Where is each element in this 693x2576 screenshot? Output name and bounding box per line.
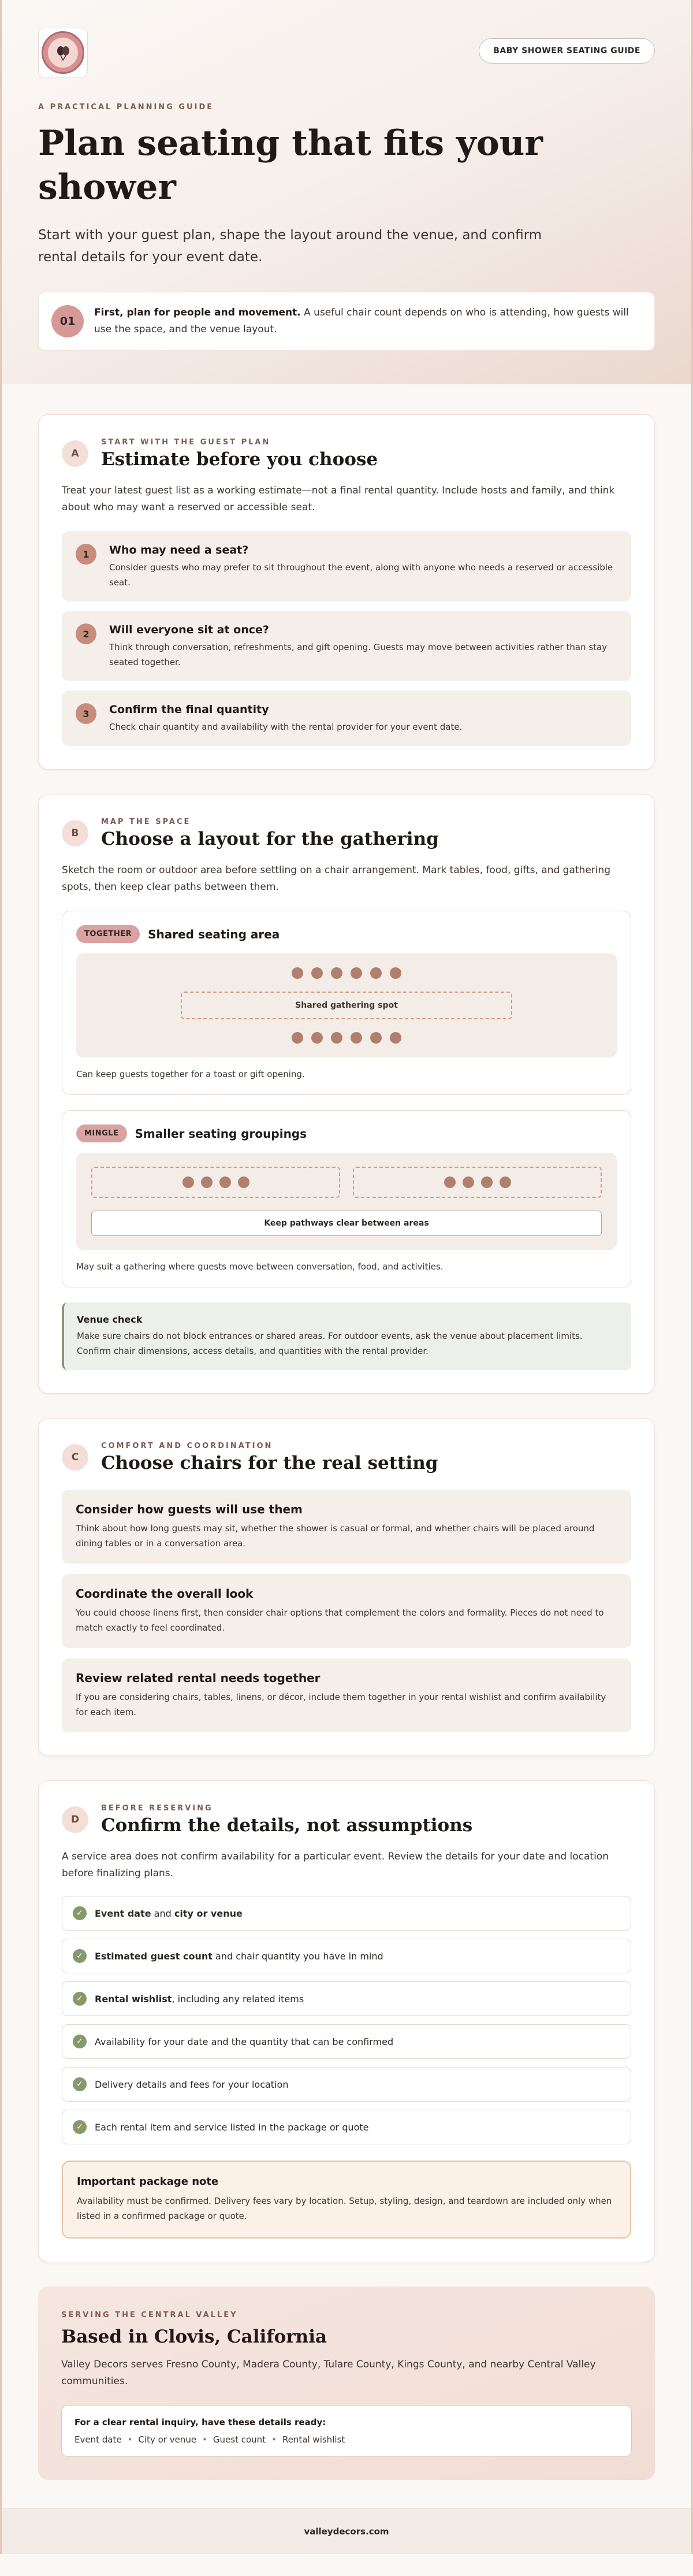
chair-dot <box>238 1176 249 1188</box>
logo-ring <box>42 31 84 74</box>
separator-dot: • <box>271 2434 277 2445</box>
step-number: 3 <box>76 703 96 724</box>
section-title: Choose chairs for the real setting <box>101 1453 438 1473</box>
checklist-item <box>62 2067 631 2102</box>
inquiry-box <box>61 2405 632 2457</box>
info-text: If you are considering chairs, tables, linens, or décor, include them together in your rental wishlist and confirm availability for each item. <box>76 1692 606 1717</box>
service-region <box>38 2287 655 2480</box>
check-text: Delivery details and fees for your location <box>95 2078 289 2090</box>
check-text: Each rental item and service listed in the package or quote <box>95 2121 369 2133</box>
chair-dot <box>201 1176 213 1188</box>
check-icon: ✓ <box>73 2120 87 2134</box>
chair-dot <box>292 967 303 979</box>
layout-tag: MINGLE <box>76 1124 127 1142</box>
section-intro: Treat your latest guest list as a working estimate—not a final rental quantity. Include hosts and family, and think about who may want a reserved or accessible seat. <box>62 485 615 513</box>
separator-dot: • <box>127 2434 133 2445</box>
chair-dot <box>463 1176 474 1188</box>
checklist-item <box>62 1981 631 2016</box>
section-estimate <box>38 414 655 770</box>
chair-dot <box>370 967 382 979</box>
layout-card-mingle <box>62 1110 631 1287</box>
step-item <box>62 611 631 681</box>
inquiry-title: For a clear rental inquiry, have these details ready: <box>74 2417 326 2427</box>
section-badge: D <box>62 1806 88 1833</box>
check-icon: ✓ <box>73 2035 87 2048</box>
balloon-icon <box>54 44 72 61</box>
step-text: Check chair quantity and availability with the rental provider for your event date. <box>109 722 463 732</box>
checklist-item <box>62 2110 631 2144</box>
chair-dot <box>351 967 362 979</box>
venue-check-callout <box>62 1302 631 1370</box>
hero-lead: Start with your guest plan, shape the layout around the venue, and confirm rental details for your event date. <box>38 228 542 265</box>
layout-tag: TOGETHER <box>76 925 140 943</box>
callout-bold: First, plan for people and movement. <box>94 307 301 318</box>
chair-dot <box>219 1176 231 1188</box>
chair-dot <box>481 1176 493 1188</box>
info-text: Think about how long guests may sit, whether the shower is casual or formal, and whether chairs will be placed around dining tables or in a conversation area. <box>76 1523 595 1549</box>
check-icon: ✓ <box>73 2077 87 2091</box>
inquiry-item: Guest count <box>213 2434 266 2445</box>
check-bold: city or venue <box>174 1907 243 1919</box>
check-bold: Event date <box>95 1907 151 1919</box>
section-title: Choose a layout for the gathering <box>101 829 439 849</box>
callout-text: Make sure chairs do not block entrances or shared areas. For outdoor events, ask the venue about placement limits. Confirm chair dimensions, access details, and quantities with the rental provider. <box>77 1331 583 1356</box>
hero-callout <box>38 292 655 351</box>
info-title: Review related rental needs together <box>76 1671 321 1685</box>
info-title: Consider how guests will use them <box>76 1502 303 1516</box>
chair-dot <box>390 967 401 979</box>
footer-link[interactable]: valleydecors.com <box>304 2526 389 2537</box>
callout-number: 01 <box>51 305 84 337</box>
region-title: Based in Clovis, California <box>61 2326 327 2347</box>
package-note <box>62 2161 631 2239</box>
checklist-item <box>62 2024 631 2059</box>
step-title: Confirm the final quantity <box>109 703 269 716</box>
section-eyebrow: BEFORE RESERVING <box>101 1804 213 1813</box>
note-title: Important package note <box>77 2176 219 2188</box>
check-text: , including any related items <box>172 1993 304 2005</box>
info-title: Coordinate the overall look <box>76 1587 254 1601</box>
section-layout <box>38 794 655 1394</box>
layout-diagram <box>76 953 617 1057</box>
inquiry-item: Rental wishlist <box>282 2434 345 2445</box>
step-number: 2 <box>76 623 96 644</box>
chair-dot <box>331 1032 342 1044</box>
chair-row <box>91 967 602 979</box>
region-eyebrow: SERVING THE CENTRAL VALLEY <box>61 2311 238 2319</box>
separator-dot: • <box>202 2434 207 2445</box>
checklist-item <box>62 1939 631 1973</box>
section-intro: Sketch the room or outdoor area before settling on a chair arrangement. Mark tables, food, gifts, and gathering spots, then keep clear paths between them. <box>62 864 611 893</box>
section-title: Confirm the details, not assumptions <box>101 1815 473 1836</box>
step-number: 1 <box>76 544 96 565</box>
step-item <box>62 691 631 746</box>
check-text: and chair quantity you have in mind <box>212 1950 383 1962</box>
step-list <box>62 531 631 746</box>
section-badge: C <box>62 1444 88 1471</box>
inquiry-item: City or venue <box>138 2434 197 2445</box>
pathway-label: Keep pathways clear between areas <box>91 1211 602 1236</box>
guide-pill[interactable]: BABY SHOWER SEATING GUIDE <box>479 38 655 64</box>
check-text: Availability for your date and the quantity that can be confirmed <box>95 2036 394 2047</box>
layout-note: May suit a gathering where guests move between conversation, food, and activities. <box>76 1261 444 1272</box>
seating-group <box>91 1167 340 1198</box>
chair-dot <box>370 1032 382 1044</box>
chair-dot <box>351 1032 362 1044</box>
section-badge: B <box>62 820 88 847</box>
callout-text <box>94 305 642 338</box>
gathering-spot: Shared gathering spot <box>181 992 512 1019</box>
section-eyebrow: START WITH THE GUEST PLAN <box>101 438 271 447</box>
footer <box>2 2508 691 2554</box>
chair-dot <box>444 1176 456 1188</box>
callout-body: A useful chair count depends on who is attending, how guests will use the space, and the venue layout. <box>94 307 629 335</box>
chair-dot <box>331 967 342 979</box>
chair-row <box>91 1032 602 1044</box>
chair-dot <box>500 1176 511 1188</box>
section-eyebrow: COMFORT AND COORDINATION <box>101 1442 273 1450</box>
note-text: Availability must be confirmed. Delivery fees vary by location. Setup, styling, design, and teardown are included only when listed in a confirmed package or quote. <box>77 2196 612 2221</box>
check-text: and <box>151 1907 174 1919</box>
chair-dot <box>311 967 323 979</box>
checklist-item <box>62 1896 631 1931</box>
step-title: Who may need a seat? <box>109 544 249 556</box>
section-eyebrow: MAP THE SPACE <box>101 818 191 826</box>
section-intro: A service area does not confirm availability for a particular event. Review the details for your date and location before finalizing plans. <box>62 1851 609 1879</box>
inquiry-item: Event date <box>74 2434 122 2445</box>
check-bold: Rental wishlist <box>95 1993 172 2005</box>
layout-note: Can keep guests together for a toast or gift opening. <box>76 1069 305 1079</box>
check-icon: ✓ <box>73 1992 87 2006</box>
step-title: Will everyone sit at once? <box>109 623 269 636</box>
section-badge: A <box>62 440 88 467</box>
check-icon: ✓ <box>73 1906 87 1920</box>
info-text: You could choose linens first, then consider chair options that complement the colors and formality. Pieces do not need to match exactly to feel coordinated. <box>76 1608 604 1633</box>
chair-dot <box>311 1032 323 1044</box>
step-item <box>62 531 631 602</box>
layout-card-together <box>62 911 631 1095</box>
layout-title: Smaller seating groupings <box>135 1126 307 1141</box>
info-block <box>62 1574 631 1648</box>
page-title: Plan seating that fits your shower <box>38 123 543 207</box>
layout-diagram <box>76 1153 617 1250</box>
layout-title: Shared seating area <box>148 927 280 941</box>
chair-dot <box>390 1032 401 1044</box>
section-title: Estimate before you choose <box>101 449 378 470</box>
section-confirm <box>38 1780 655 2262</box>
logo[interactable] <box>38 28 88 77</box>
chair-dot <box>292 1032 303 1044</box>
inquiry-items <box>74 2434 619 2445</box>
region-lead: Valley Decors serves Fresno County, Madera County, Tulare County, Kings County, and nearby Central Valley communities. <box>61 2359 596 2387</box>
logo-emblem <box>48 38 78 68</box>
seating-group <box>353 1167 602 1198</box>
section-chairs <box>38 1418 655 1756</box>
callout-title: Venue check <box>77 1314 143 1325</box>
info-block <box>62 1658 631 1732</box>
check-icon: ✓ <box>73 1949 87 1963</box>
chair-dot <box>182 1176 194 1188</box>
hero <box>2 0 691 384</box>
info-block <box>62 1490 631 1564</box>
hero-eyebrow: A PRACTICAL PLANNING GUIDE <box>38 103 214 112</box>
check-bold: Estimated guest count <box>95 1950 213 1962</box>
step-text: Consider guests who may prefer to sit throughout the event, along with anyone who needs a reserved or accessible seat. <box>109 562 613 588</box>
step-text: Think through conversation, refreshments, and gift opening. Guests may move between activities rather than stay seated together. <box>109 642 608 667</box>
